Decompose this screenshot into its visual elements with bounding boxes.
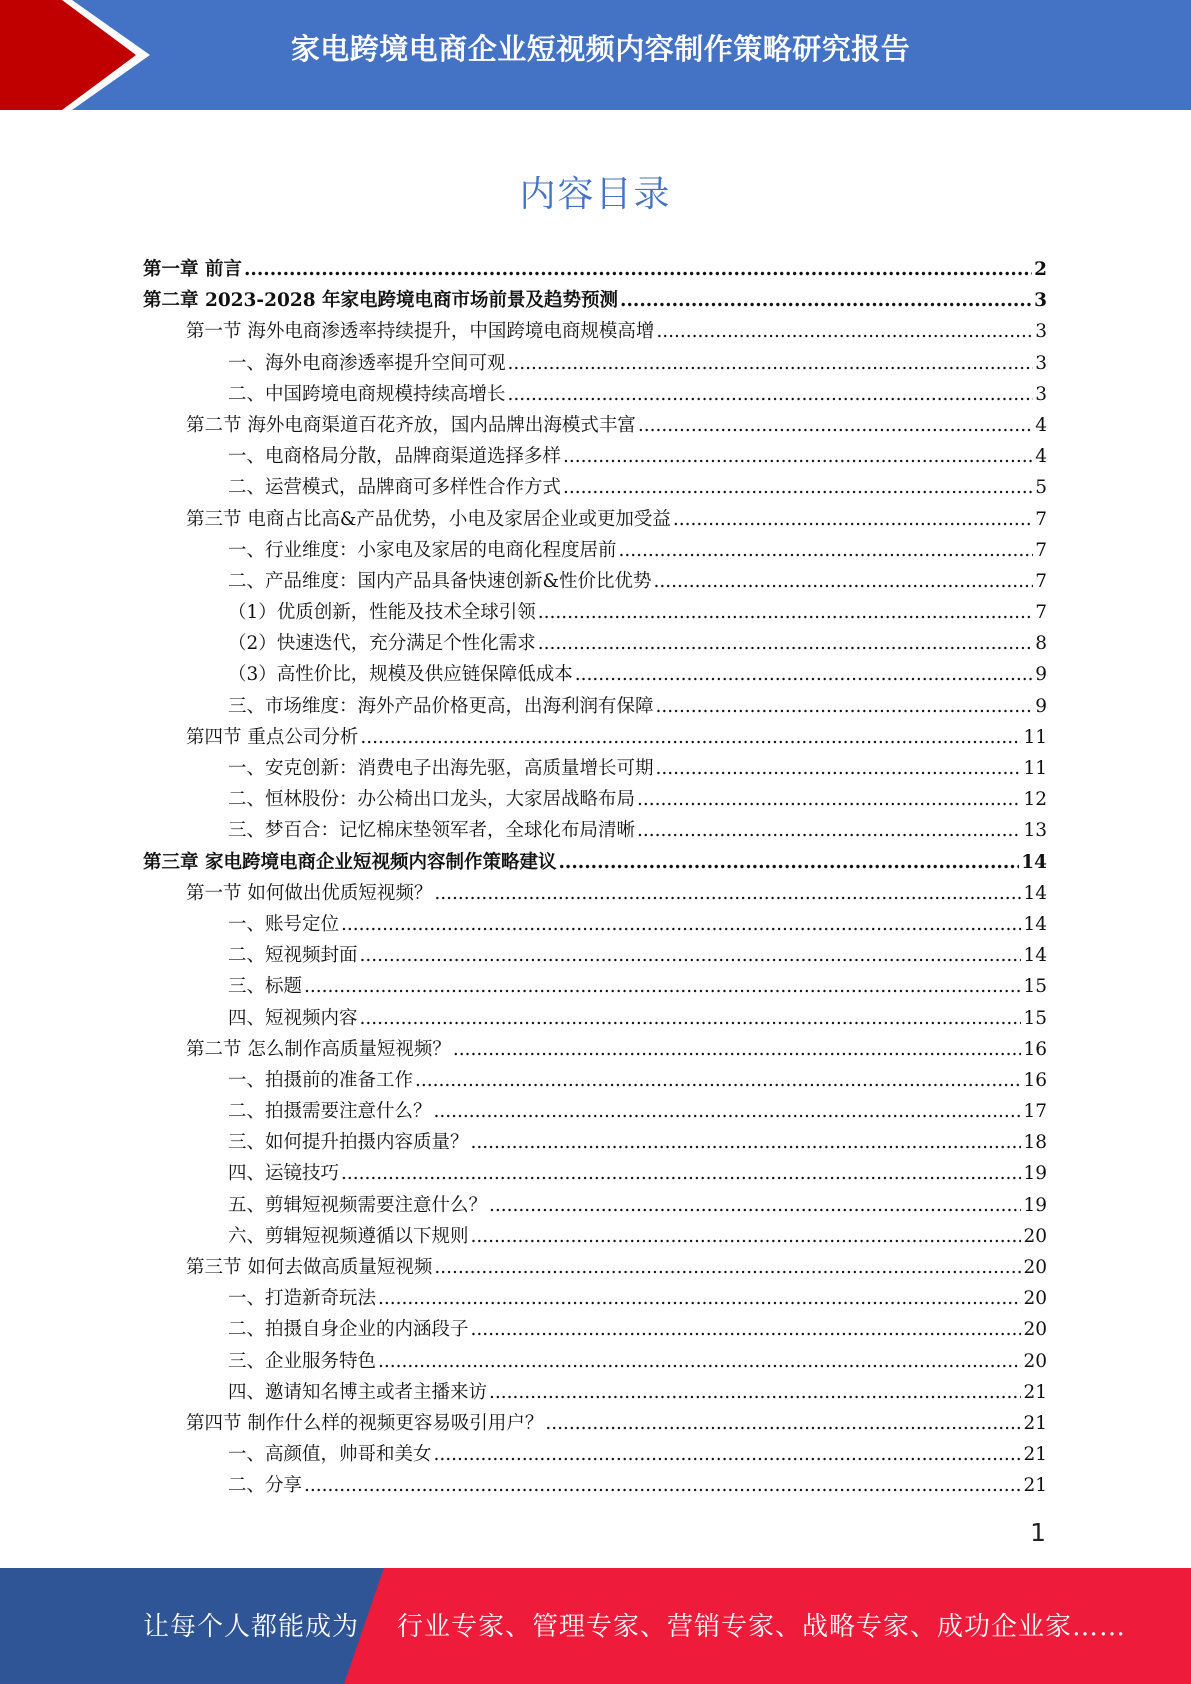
toc-dot-leader — [434, 1096, 1022, 1127]
toc-entry-title: 第二节 怎么制作高质量短视频？ — [186, 1038, 451, 1060]
footer-banner — [0, 1568, 1191, 1684]
toc-entry-title: 二、拍摄需要注意什么？ — [228, 1101, 432, 1123]
toc-entry[interactable] — [143, 722, 1047, 753]
toc-entry-page: 7 — [1035, 570, 1047, 592]
toc-entry-title: 二、短视频封面 — [228, 945, 358, 967]
toc-entry[interactable] — [143, 1034, 1047, 1065]
toc-entry-page: 5 — [1035, 477, 1047, 499]
toc-entry-page: 3 — [1035, 321, 1047, 343]
toc-entry-page: 21 — [1023, 1475, 1047, 1497]
toc-dot-leader — [341, 909, 1021, 940]
toc-dot-leader — [434, 878, 1021, 909]
toc-entry[interactable] — [143, 1127, 1047, 1158]
toc-entry[interactable] — [143, 628, 1047, 659]
toc-dot-leader — [619, 535, 1034, 566]
toc-entry-page: 15 — [1023, 1007, 1047, 1029]
table-of-contents — [143, 254, 1047, 1502]
toc-entry[interactable] — [143, 1190, 1047, 1221]
toc-dot-leader — [653, 566, 1033, 597]
toc-entry-page: 4 — [1035, 414, 1047, 436]
toc-entry[interactable] — [143, 316, 1047, 347]
toc-entry[interactable] — [143, 597, 1047, 628]
toc-entry-page: 21 — [1023, 1444, 1047, 1466]
toc-entry-page: 15 — [1023, 976, 1047, 998]
toc-entry-title: 四、运镜技巧 — [228, 1163, 340, 1185]
toc-entry[interactable] — [143, 1470, 1047, 1501]
toc-entry[interactable] — [143, 1221, 1047, 1252]
toc-entry-title: （3）高性价比，规模及供应链保障低成本 — [228, 664, 573, 686]
toc-entry[interactable] — [143, 1439, 1047, 1470]
toc-dot-leader — [538, 597, 1033, 628]
toc-dot-leader — [656, 316, 1033, 347]
toc-entry[interactable] — [143, 815, 1047, 846]
toc-entry-page: 13 — [1023, 820, 1047, 842]
toc-entry-title: 三、标题 — [228, 976, 303, 998]
toc-entry-page: 14 — [1023, 945, 1047, 967]
toc-entry-title: 二、分享 — [228, 1475, 303, 1497]
toc-entry[interactable] — [143, 784, 1047, 815]
header-banner — [0, 0, 1191, 110]
toc-dot-leader — [558, 847, 1019, 878]
toc-dot-leader — [244, 254, 1032, 285]
toc-entry-title: 第四节 制作什么样的视频更容易吸引用户？ — [186, 1412, 544, 1434]
toc-entry-page: 2 — [1034, 259, 1047, 280]
toc-entry[interactable] — [143, 1283, 1047, 1314]
toc-entry-title: 一、打造新奇玩法 — [228, 1288, 377, 1310]
toc-entry-title: 第一节 海外电商渗透率持续提升，中国跨境电商规模高增 — [186, 321, 655, 343]
toc-entry[interactable] — [143, 1003, 1047, 1034]
toc-entry[interactable] — [143, 348, 1047, 379]
toc-entry-title: 二、运营模式，品牌商可多样性合作方式 — [228, 477, 562, 499]
toc-entry-title: 三、梦百合：记忆棉床垫领军者，全球化布局清晰 — [228, 820, 636, 842]
toc-entry[interactable] — [143, 504, 1047, 535]
toc-dot-leader — [434, 1439, 1022, 1470]
toc-entry-page: 14 — [1021, 851, 1047, 873]
toc-dot-leader — [489, 1377, 1021, 1408]
toc-entry-page: 21 — [1023, 1381, 1047, 1403]
toc-entry-title: 一、安克创新：消费电子出海先驱，高质量增长可期 — [228, 758, 654, 779]
toc-entry-title: （1）优质创新，性能及技术全球引领 — [228, 602, 536, 624]
toc-entry[interactable] — [143, 878, 1047, 909]
toc-dot-leader — [620, 285, 1032, 316]
toc-entry-title: 第三章 家电跨境电商企业短视频内容制作策略建议 — [143, 851, 557, 873]
toc-entry[interactable] — [143, 441, 1047, 472]
toc-dot-leader — [508, 348, 1034, 379]
toc-entry-title: 三、市场维度：海外产品价格更高，出海利润有保障 — [228, 695, 654, 717]
toc-entry-page: 11 — [1023, 726, 1047, 748]
toc-dot-leader — [575, 659, 1033, 690]
toc-entry-page: 9 — [1035, 695, 1047, 717]
toc-dot-leader — [471, 1127, 1022, 1158]
toc-dot-leader — [341, 1158, 1021, 1189]
toc-dot-leader — [304, 1470, 1021, 1501]
toc-entry-title: 一、海外电商渗透率提升空间可观 — [228, 352, 506, 374]
toc-dot-leader — [563, 441, 1033, 472]
toc-entry-title: 一、账号定位 — [228, 913, 340, 935]
toc-entry-page: 3 — [1035, 352, 1047, 374]
toc-entry[interactable] — [143, 1065, 1047, 1096]
toc-dot-leader — [508, 379, 1034, 410]
toc-entry-page: 20 — [1023, 1225, 1047, 1247]
toc-entry-title: 一、高颜值，帅哥和美女 — [228, 1444, 432, 1466]
toc-entry-page: 14 — [1023, 882, 1047, 904]
toc-dot-leader — [378, 1346, 1021, 1377]
toc-entry-page: 9 — [1035, 664, 1047, 686]
toc-entry-page: 8 — [1035, 633, 1047, 655]
toc-entry-title: 第二章 2023-2028 年家电跨境电商市场前景及趋势预测 — [143, 290, 619, 312]
toc-dot-leader — [545, 1408, 1021, 1439]
toc-entry[interactable] — [143, 753, 1047, 784]
toc-entry-page: 11 — [1023, 758, 1047, 779]
footer-slogan-right: 行业专家、管理专家、营销专家、战略专家、成功企业家…… — [397, 1612, 1127, 1642]
toc-entry-title: 第四节 重点公司分析 — [186, 726, 359, 748]
toc-entry-title: 第一节 如何做出优质短视频？ — [186, 882, 433, 904]
toc-dot-leader — [489, 1190, 1021, 1221]
toc-entry[interactable] — [143, 909, 1047, 940]
toc-dot-leader — [304, 971, 1021, 1002]
toc-entry[interactable] — [143, 472, 1047, 503]
toc-entry-page: 16 — [1023, 1069, 1047, 1091]
toc-dot-leader — [538, 628, 1033, 659]
toc-entry-page: 7 — [1035, 602, 1047, 624]
footer-slogan-left: 让每个人都能成为 — [143, 1612, 360, 1642]
toc-entry-title: 第三节 如何去做高质量短视频 — [186, 1257, 433, 1278]
toc-entry[interactable] — [143, 285, 1047, 316]
toc-dot-leader — [434, 1252, 1021, 1283]
toc-entry-page: 16 — [1023, 1038, 1047, 1060]
toc-entry-page: 20 — [1023, 1350, 1047, 1372]
toc-entry[interactable] — [143, 1158, 1047, 1189]
page-number: 1 — [1030, 1518, 1046, 1547]
toc-entry[interactable] — [143, 971, 1047, 1002]
toc-entry-page: 20 — [1023, 1319, 1047, 1341]
toc-entry[interactable] — [143, 1096, 1047, 1127]
toc-entry[interactable] — [143, 254, 1047, 285]
toc-entry-title: 二、产品维度：国内产品具备快速创新&性价比优势 — [228, 570, 652, 592]
toc-entry-page: 12 — [1023, 789, 1047, 811]
toc-entry-page: 3 — [1034, 290, 1047, 312]
toc-entry-title: 四、短视频内容 — [228, 1007, 358, 1029]
toc-dot-leader — [637, 815, 1021, 846]
toc-entry[interactable] — [143, 659, 1047, 690]
toc-entry[interactable] — [143, 1252, 1047, 1283]
toc-dot-leader — [656, 691, 1034, 722]
toc-dot-leader — [415, 1065, 1021, 1096]
toc-entry-title: （2）快速迭代，充分满足个性化需求 — [228, 633, 536, 655]
toc-entry-page: 19 — [1023, 1194, 1047, 1216]
toc-dot-leader — [360, 722, 1021, 753]
toc-entry-page: 14 — [1023, 913, 1047, 935]
toc-entry-page: 19 — [1023, 1163, 1047, 1185]
toc-entry-page: 21 — [1023, 1412, 1047, 1434]
toc-entry[interactable] — [143, 1377, 1047, 1408]
toc-entry-title: 六、剪辑短视频遵循以下规则 — [228, 1225, 469, 1247]
toc-entry[interactable] — [143, 1346, 1047, 1377]
toc-entry-page: 20 — [1023, 1257, 1047, 1278]
toc-entry-page: 20 — [1023, 1288, 1047, 1310]
toc-entry-title: 三、如何提升拍摄内容质量？ — [228, 1132, 469, 1154]
toc-entry-title: 第三节 电商占比高&产品优势，小电及家居企业或更加受益 — [186, 508, 671, 530]
toc-dot-leader — [563, 472, 1033, 503]
toc-entry[interactable] — [143, 691, 1047, 722]
toc-entry-title: 二、恒林股份：办公椅出口龙头，大家居战略布局 — [228, 789, 636, 811]
toc-dot-leader — [471, 1221, 1022, 1252]
toc-dot-leader — [360, 1003, 1022, 1034]
toc-entry-page: 7 — [1035, 508, 1047, 530]
toc-dot-leader — [638, 410, 1033, 441]
toc-entry-title: 四、邀请知名博主或者主播来访 — [228, 1381, 488, 1403]
toc-entry[interactable] — [143, 566, 1047, 597]
toc-entry-title: 一、拍摄前的准备工作 — [228, 1069, 414, 1091]
toc-dot-leader — [453, 1034, 1022, 1065]
toc-entry[interactable] — [143, 535, 1047, 566]
toc-entry-title: 二、拍摄自身企业的内涵段子 — [228, 1319, 469, 1341]
toc-entry-page: 17 — [1023, 1101, 1047, 1123]
toc-entry[interactable] — [143, 1314, 1047, 1345]
toc-dot-leader — [378, 1283, 1021, 1314]
toc-entry-page: 4 — [1035, 446, 1047, 468]
toc-entry-title: 第一章 前言 — [143, 259, 242, 280]
toc-dot-leader — [637, 784, 1021, 815]
toc-entry[interactable] — [143, 940, 1047, 971]
toc-entry-title: 三、企业服务特色 — [228, 1350, 377, 1372]
toc-entry-page: 18 — [1023, 1132, 1047, 1154]
toc-entry-title: 五、剪辑短视频需要注意什么？ — [228, 1194, 488, 1216]
toc-entry[interactable] — [143, 379, 1047, 410]
toc-entry-page: 3 — [1035, 383, 1047, 405]
toc-entry[interactable] — [143, 410, 1047, 441]
toc-dot-leader — [656, 753, 1022, 784]
toc-dot-leader — [471, 1314, 1022, 1345]
toc-entry[interactable] — [143, 847, 1047, 878]
toc-entry[interactable] — [143, 1408, 1047, 1439]
toc-entry-title: 一、行业维度：小家电及家居的电商化程度居前 — [228, 539, 617, 561]
toc-dot-leader — [360, 940, 1022, 971]
toc-dot-leader — [673, 504, 1033, 535]
toc-entry-page: 7 — [1035, 539, 1047, 561]
toc-title: 内容目录 — [519, 174, 672, 215]
toc-entry-title: 一、电商格局分散，品牌商渠道选择多样 — [228, 446, 562, 468]
toc-entry-title: 第二节 海外电商渠道百花齐放，国内品牌出海模式丰富 — [186, 414, 636, 436]
header-title: 家电跨境电商企业短视频内容制作策略研究报告 — [290, 32, 911, 66]
toc-entry-title: 二、中国跨境电商规模持续高增长 — [228, 383, 506, 405]
